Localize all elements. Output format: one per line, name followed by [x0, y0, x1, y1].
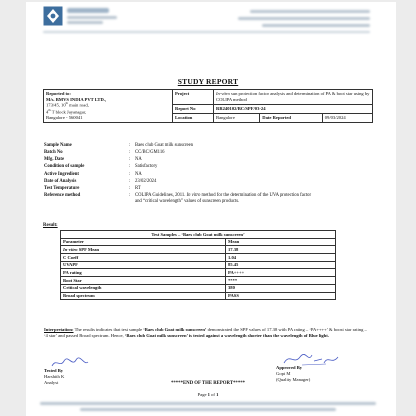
footer-blur-2	[80, 408, 336, 411]
table-row: PA rating PA++++	[61, 269, 336, 277]
report-no-value: RR240102/BC/SPF/03-24	[214, 104, 373, 113]
field-row: Batch No : CC/BC/GM116	[44, 150, 165, 156]
letterhead-blur-3	[67, 21, 103, 24]
letterhead-blur-5	[238, 17, 370, 20]
location-label: Location	[173, 113, 214, 122]
letterhead-blur-7	[43, 31, 370, 33]
report-no-label: Report No	[173, 104, 214, 113]
interpretation-text: Interpretation: The results indicates that test sample ‘Baes club Goat milk sunscreen’ demonstrated the SPF values of 17.38 with PA rating – ‘PA++++’ & boost star rating – ‘4 star’ and passed Broad spectrum. Hence, ‘Baes club Goat milk sunscreen’ is tested against a wavelength shorter than the wavelength of Blue light.	[44, 327, 367, 338]
tested-by-role: Analyst	[44, 379, 59, 385]
approved-by-role: (Quality Manager)	[276, 376, 311, 382]
report-page	[26, 2, 396, 416]
company-logo-icon	[43, 6, 63, 26]
footer-blur-1	[40, 402, 376, 405]
table-row: Critical wavelength 380	[61, 284, 336, 292]
letterhead-blur-6	[262, 24, 370, 27]
table-row: Parameter Mean	[61, 238, 336, 246]
table-row: UVAPF 85.45	[61, 261, 336, 269]
end-of-report: *****END OF THE REPORT*****	[170, 381, 246, 386]
address-line-3: Bangalore - 560041	[46, 115, 83, 120]
result-label: Result:	[43, 223, 58, 228]
address-line-1: 173/45, 10th main road,	[46, 101, 89, 108]
field-row: Sample Name : Baes club Goat milk sunscreen	[44, 143, 194, 148]
reported-to-label: Reported to:	[46, 91, 71, 96]
results-table	[60, 230, 336, 300]
approved-by-block	[276, 365, 310, 383]
company-name: M/s. BMVS INDIA PVT LTD.,	[46, 96, 107, 102]
letterhead-blur-2	[67, 16, 117, 19]
reported-to-cell	[44, 90, 173, 123]
results-caption: Test Samples – ‘Baes club Goat milk sunscreen’	[61, 231, 336, 239]
field-row: Mfg. Date : NA	[44, 157, 142, 163]
date-reported-value: 09/03/2024	[322, 113, 372, 122]
tested-by-name: Harshith K	[44, 373, 65, 379]
date-reported-label: Date Reported	[260, 113, 322, 122]
field-row: Date of Analysis : 23/02/2024	[44, 178, 157, 184]
letterhead-blur-1	[67, 8, 109, 13]
address-line-2: 4th T block Jayanagar,	[46, 107, 87, 115]
report-title: STUDY REPORT	[177, 77, 239, 86]
field-row: Test Temperature : RT	[44, 185, 141, 191]
approved-by-label: Approved By	[276, 365, 303, 370]
header-info-box	[43, 89, 373, 123]
table-row: In-vitro SPF Mean 17.38	[61, 246, 336, 254]
location-value: Bangalore	[214, 113, 260, 122]
page-number: Page 1 of 1	[197, 392, 219, 397]
project-description: In-vitro sun protection factor analysis and determination of PA & boot star using by COLIPA method	[214, 90, 373, 105]
approved-by-name: Gopi M	[276, 370, 291, 376]
field-row: Active Ingredient : NA	[44, 171, 142, 177]
letterhead-blur-4	[250, 10, 370, 13]
field-row: Condition of sample : Satisfactory	[44, 164, 158, 170]
table-row: Broad spectrum PASS	[61, 292, 336, 300]
project-label: Project	[173, 90, 214, 105]
sample-fields	[44, 143, 314, 206]
reference-row: Reference method : COLIPA Guidelines, 2011. In vitro method for the determination of the UVA protection factor and “critical wavelength” values of sunscreen products.	[44, 192, 312, 204]
tested-by-label: Tested By	[44, 368, 64, 373]
table-row: C Coeff 1.04	[61, 254, 336, 262]
table-row: Boot Star ****	[61, 277, 336, 285]
